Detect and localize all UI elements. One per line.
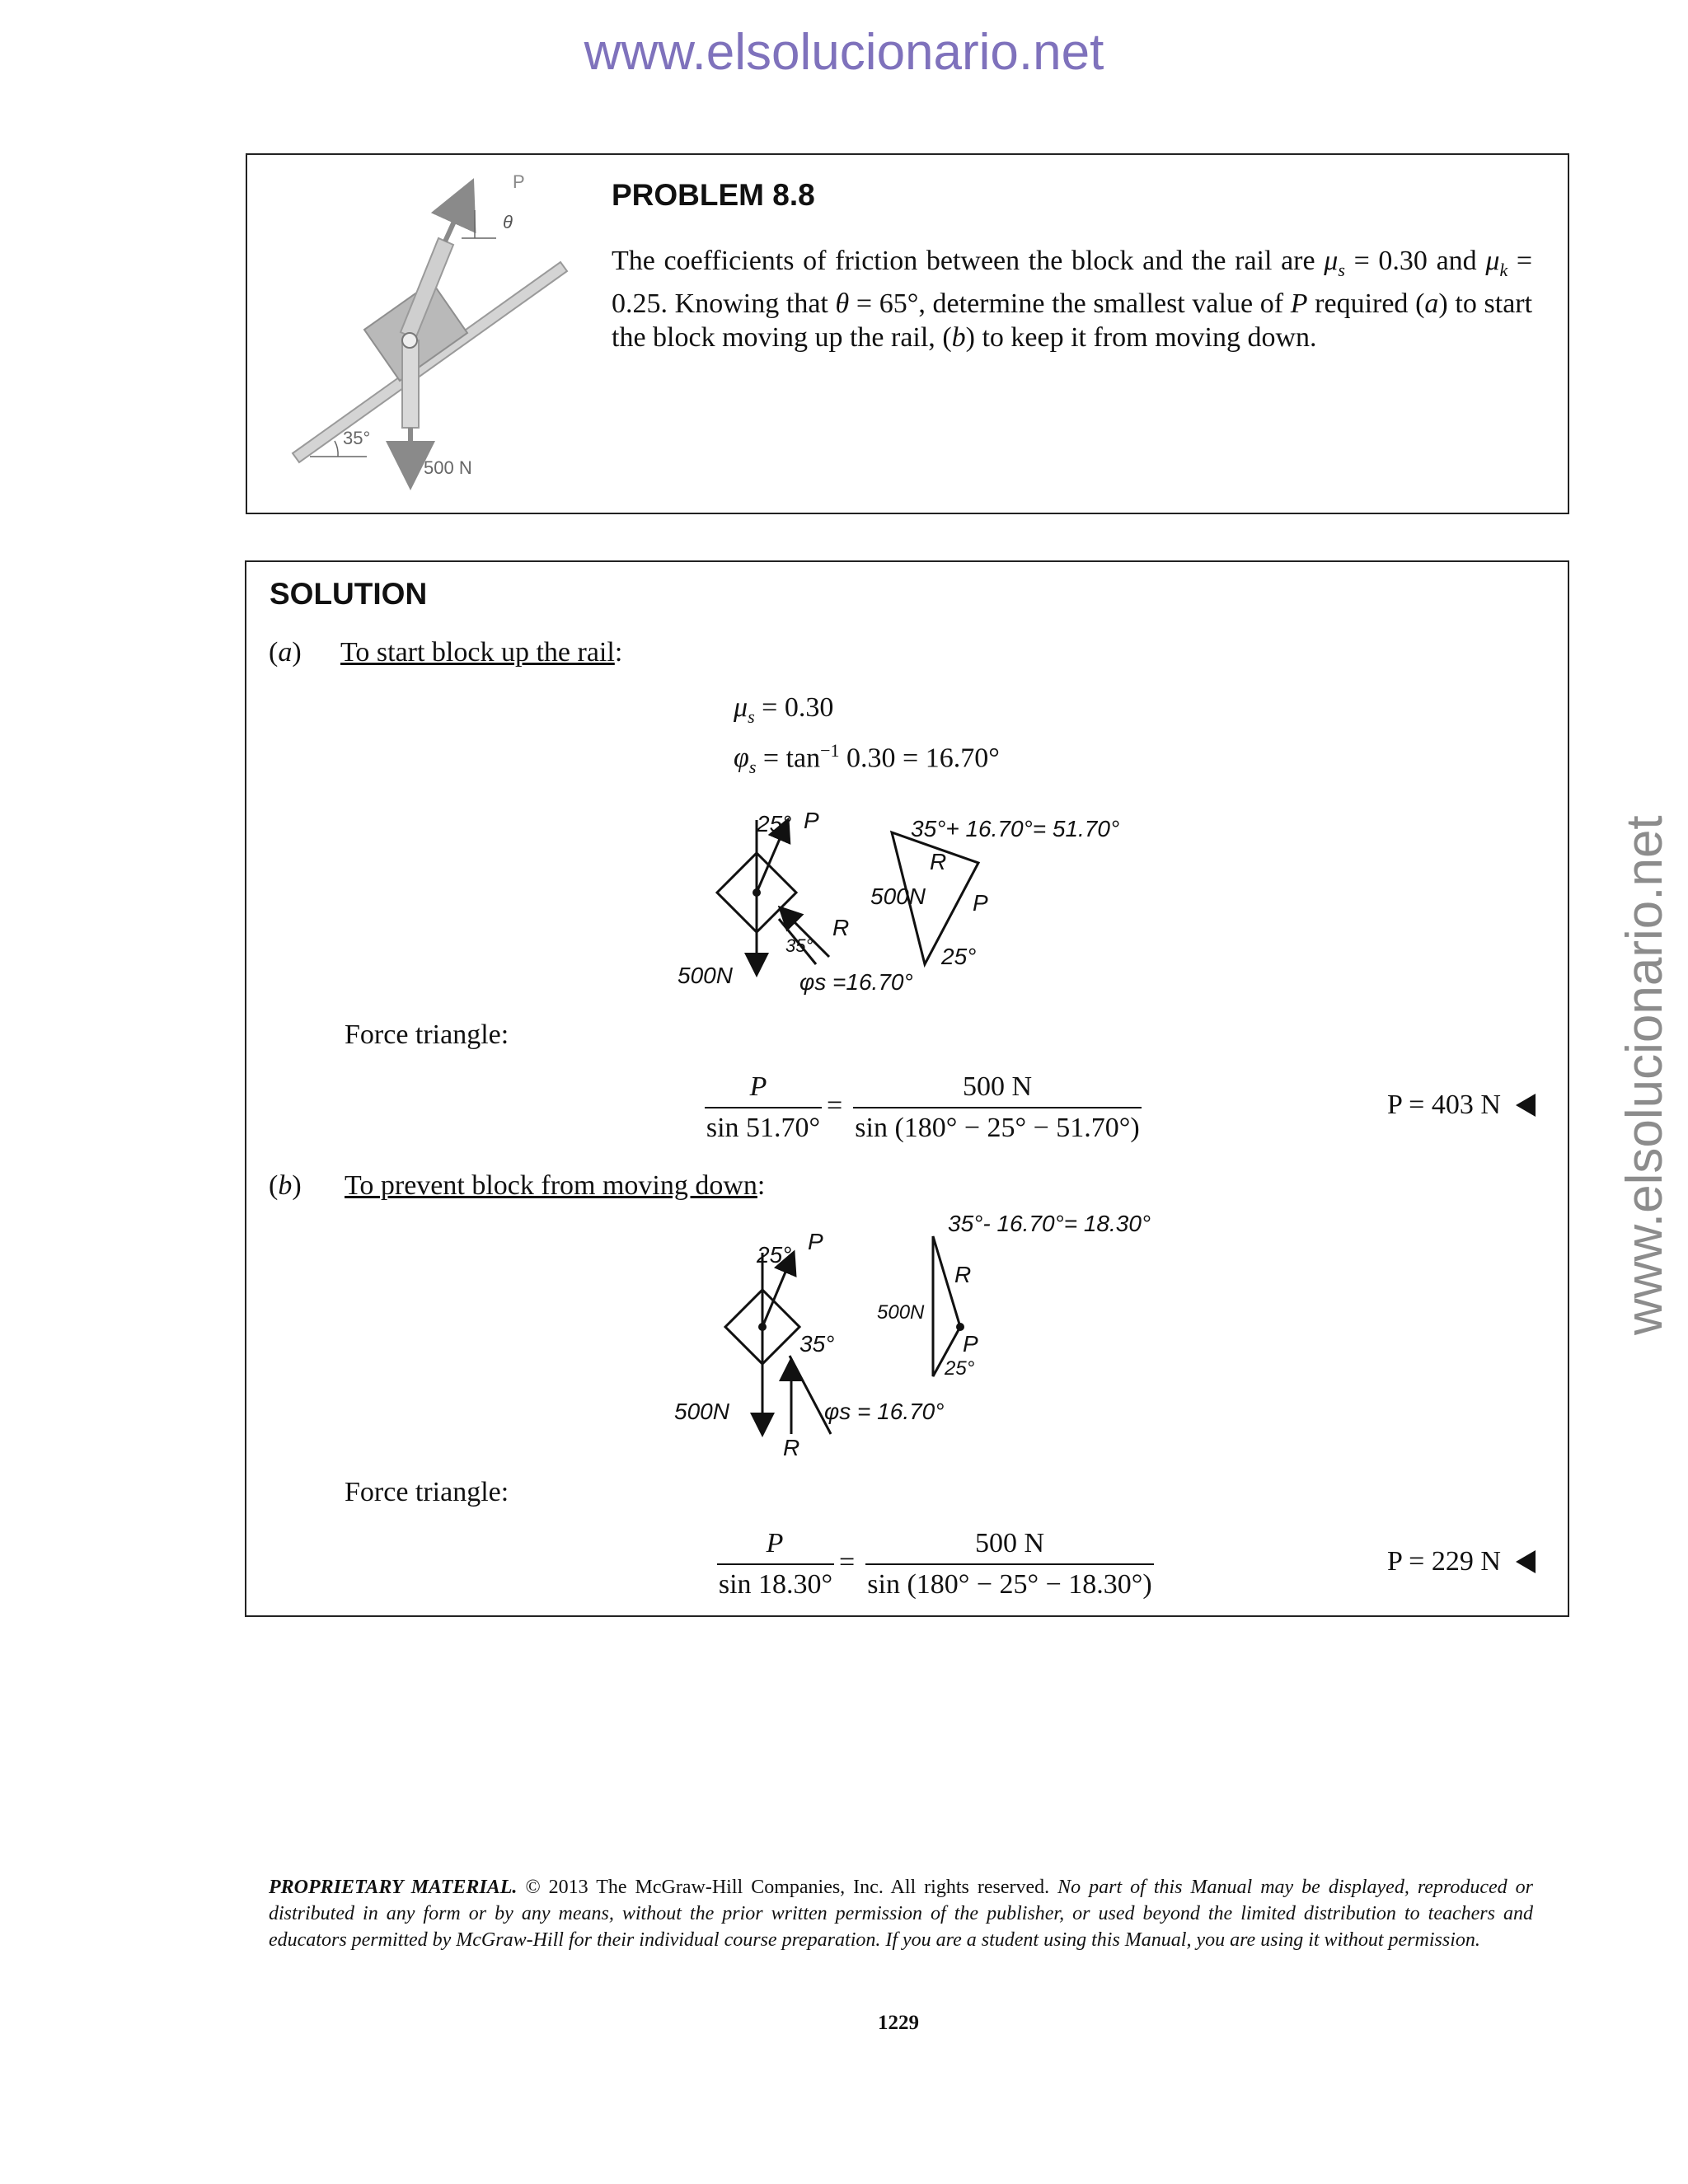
solution-title: SOLUTION [270,577,428,611]
part-a-eq1: $\mu_s = 0.30$ [734,692,834,727]
tri-b-label-p: P [963,1331,978,1357]
sketch-b [668,1212,1162,1467]
answer-marker-icon [1516,1094,1536,1117]
triangle-b [933,1236,960,1376]
part-a-num-left: P [749,1071,767,1102]
fbd-a-label-phi: φs =16.70° [799,969,913,995]
part-b-num-right: 500 N [974,1528,1045,1558]
part-a-force-triangle-label: Force triangle: [345,1019,509,1050]
page-number: 1229 [878,2012,919,2034]
part-b-den-left: sin 18.30° [718,1569,833,1600]
part-b-frac-line-left [717,1563,834,1565]
theta-label: θ [503,212,513,232]
fbd-a-label-25: 25° [757,811,792,837]
part-b-den-right: sin (180° − 25° − 18.30°) [867,1569,1152,1600]
fbd-b-label-phi: φs = 16.70° [824,1399,945,1424]
part-a-equals: = [827,1090,843,1121]
fbd-b-label-35: 35° [799,1331,835,1357]
tri-b-label-angle: 35°- 16.70°= 18.30° [948,1212,1151,1236]
tri-a-label-25: 25° [941,944,977,969]
angle-arc [335,441,338,457]
fbd-b-label-r: R [783,1435,800,1460]
part-a-frac-line-left [705,1107,822,1108]
fbd-a-label-35: 35° [785,935,814,956]
tri-a-label-500n: 500N [870,883,926,909]
part-a-answer: P = 403 N [1387,1090,1536,1121]
answer-marker-icon [1516,1550,1536,1573]
load-label: 500 N [424,457,472,478]
part-b-force-triangle-label: Force triangle: [345,1477,509,1507]
part-a-num-right: 500 N [962,1071,1033,1102]
part-a-heading: To start block up the rail: [340,637,623,668]
problem-figure [280,169,593,499]
problem-statement: The coefficients of friction between the block and the rail are $\mu_s = 0.30$ and $\mu_k = 0.25$. Knowing that θ = 65°, determine the smallest value of P required (a) to start the block moving up the rail, (b) to keep it from moving down. [612,246,1533,353]
watermark-top: www.elsolucionario.net [584,24,1104,81]
tri-b-label-25: 25° [945,1357,975,1380]
part-a-den-left: sin 51.70° [706,1113,821,1143]
tri-b-label-500n: 500N [877,1301,925,1324]
tri-b-label-r: R [954,1262,972,1287]
fbd-a-label-r: R [832,915,850,940]
p-arrow [445,187,470,241]
part-a-den-right: sin (180° − 25° − 51.70°) [855,1113,1140,1143]
sketch-a [668,804,1162,1001]
tri-a-label-p: P [973,890,988,916]
fbd-b-label-25: 25° [757,1242,792,1268]
part-b-equals: = [839,1547,856,1577]
part-b-heading: To prevent block from moving down: [345,1170,766,1201]
part-a-marker: (a) [269,637,302,668]
watermark-side: www.elsolucionario.net [1616,815,1673,1335]
footer-notice: PROPRIETARY MATERIAL. © 2013 The McGraw-Hill Companies, Inc. All rights reserved. No part of this Manual may be displayed, reproduced or distributed in any form or by any means, without the prior written permission of the publisher, or used beyond the limited distribution to teachers and educators permitted by McGraw-Hill for their individual course preparation. If you are a student using this Manual, you are using it without permission. [269,1877,1534,1951]
fbd-b-label-p: P [808,1229,823,1254]
part-a-eq2: $\varphi_s = \tan^{-1} 0.30 = 16.70^\circ$ [734,740,1000,778]
fbd-a-label-500n: 500N [678,963,733,988]
fbd-a-center [753,888,761,897]
angle-label: 35° [343,428,371,448]
p-label: P [513,171,525,192]
pin [402,333,417,348]
part-b-num-left: P [766,1528,784,1558]
tri-a-label-angle: 35°+ 16.70°= 51.70° [911,816,1120,841]
fbd-b-center [758,1323,767,1331]
tri-b-vertex [956,1323,964,1331]
part-b-marker: (b) [269,1170,302,1201]
fbd-b-label-500n: 500N [674,1399,729,1424]
part-b-answer: P = 229 N [1387,1546,1536,1577]
part-a-frac-line-right [853,1107,1142,1108]
problem-title: PROBLEM 8.8 [612,178,815,212]
part-b-frac-line-right [865,1563,1154,1565]
fbd-a-label-p: P [804,808,819,833]
tri-a-label-r: R [930,849,947,874]
lower-link [402,340,419,428]
